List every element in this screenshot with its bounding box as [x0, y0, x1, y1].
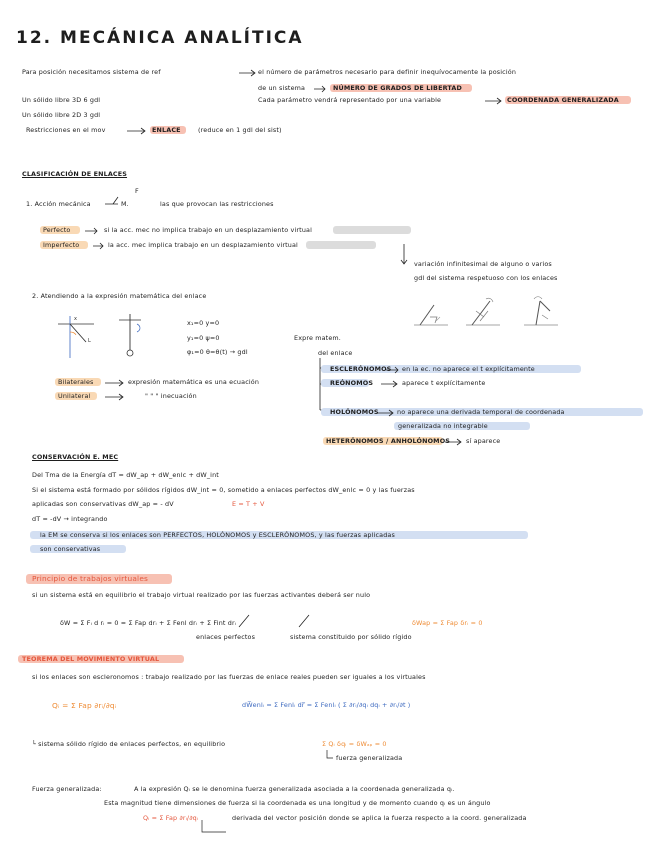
unilateral-label: Unilateral: [58, 392, 91, 400]
virtual-displacement-sketch-1: [414, 293, 448, 329]
fuerza-l2: Esta magnitud tiene dimensiones de fuerza si la coordenada es una longitud y de momento cuando qᵢ es un ángulo: [104, 799, 491, 807]
movimiento-solido: └ sistema sólido rígido de enlaces perfectos, en equilibrio: [32, 740, 226, 748]
pendulum-sketch-2: [117, 310, 147, 360]
virtual-displacement-sketch-3: [524, 293, 558, 329]
arrow-down-icon: [399, 243, 409, 269]
variacion-b: gdl del sistema respetuoso con los enlaces: [414, 274, 558, 282]
conservacion-l3b: E = T + V: [232, 500, 265, 508]
intro-def-b: de un sistema: [258, 84, 306, 92]
trabajos-eq: δW = Σ Fᵢ d rᵢ = 0 = Σ Fap drᵢ + Σ Fenl drᵢ + Σ Fint drᵢ: [60, 619, 237, 627]
intro-reduce: (reduce en 1 gdl del sist): [198, 126, 282, 134]
highlight: [333, 226, 411, 234]
heteronomos-term: HETERÓNOMOS / ANHOLÓNOMOS: [326, 437, 451, 445]
perfecto-desc: si la acc. mec no implica trabajo en un desplazamiento virtual: [104, 226, 313, 234]
holonomos-desc-b: generalizada no integrable: [398, 422, 488, 430]
constraint-eq-2: y₁=0 ψ=0: [187, 334, 220, 342]
intro-def-a: el número de parámetros necesario para definir inequívocamente la posición: [258, 68, 517, 76]
provocan-text: las que provocan las restricciones: [160, 200, 274, 208]
branch-arrow-icon: [104, 193, 120, 209]
arrow-icon: [92, 242, 106, 250]
reonomos-term: REÓNOMOS: [330, 379, 374, 387]
atendiendo-heading: 2. Atendiendo a la expresión matemática del enlace: [32, 292, 207, 300]
escleronomos-term: ESCLERÓNOMOS: [330, 365, 392, 373]
intro-cada-param: Cada parámetro vendrá representado por una variable: [258, 96, 442, 104]
grados-libertad-term: NÚMERO DE GRADOS DE LIBERTAD: [333, 84, 462, 92]
imperfecto-label: Imperfecto: [43, 241, 80, 249]
trabajos-heading: Principio de trabajos virtuales: [32, 574, 149, 583]
perfecto-label: Perfecto: [43, 226, 71, 234]
sistema-rigido-note: sistema constituido por sólido rígido: [290, 633, 412, 641]
conservacion-heading: CONSERVACIÓN E. MEC: [32, 453, 119, 461]
unilateral-desc: " " " inecuación: [145, 392, 197, 400]
arrow-icon: [84, 227, 100, 235]
movimiento-l1: si los enlaces son escleronomos : trabajo realizado por las fuerzas de enlace reales pueden ser iguales a los virtuales: [32, 673, 426, 681]
vector-f: F: [135, 187, 139, 195]
imperfecto-desc: la acc. mec implica trabajo en un desplazamiento virtual: [108, 241, 298, 249]
heteronomos-desc: sí aparece: [466, 437, 501, 445]
fuerza-label: Fuerza generalizada:: [32, 785, 102, 793]
escleronomos-desc: en la ec. no aparece el t explícitamente: [402, 365, 535, 373]
trabajos-l1: si un sistema está en equilibrio el trabajo virtual realizado por las fuerzas activantes deberá ser nulo: [32, 591, 371, 599]
strike-mark-icon: [298, 614, 310, 628]
intro-restricciones: Restricciones en el mov: [26, 126, 106, 134]
svg-text:L: L: [88, 338, 91, 344]
movimiento-heading: TEOREMA DEL MOVIMIENTO VIRTUAL: [22, 655, 160, 663]
arrow-icon: [385, 366, 401, 374]
page-title: 12. MECÁNICA ANALÍTICA: [16, 28, 304, 48]
intro-solido-3d: Un sólido libre 3D 6 gdl: [22, 96, 101, 104]
conservacion-l5: la EM se conserva si los enlaces son PERFECTOS, HOLÓNOMOS y ESCLERÓNOMOS, y las fuerzas aplicadas: [40, 531, 395, 539]
qi-formula: Qᵢ = Σ Fap ∂rᵢ/∂qᵢ: [52, 701, 117, 710]
bilaterales-desc: expresión matemática es una ecuación: [128, 378, 260, 386]
arrow-icon: [238, 69, 258, 77]
coordenada-generalizada-term: COORDENADA GENERALIZADA: [507, 96, 619, 104]
fuerza-l1: A la expresión Qᵢ se le denomina fuerza generalizada asociada a la coordenada generalizada qᵢ.: [134, 785, 455, 793]
derivada-note: derivada del vector posición donde se aplica la fuerza respecto a la coord. generalizada: [232, 814, 527, 822]
strike-mark-icon: [238, 614, 250, 628]
sum-q-formula: Σ Qᵢ δqᵢ = δWₐₚ = 0: [322, 740, 387, 748]
constraint-eq-1: x₁=0 y=0: [187, 319, 220, 327]
arrow-icon: [126, 127, 148, 135]
conservacion-l6: son conservativas: [40, 545, 101, 553]
arrow-icon: [313, 85, 327, 93]
fuerza-qi-formula: Qᵢ = Σ Fap ∂rᵢ/∂qᵢ: [143, 814, 199, 822]
expre-matem-a: Expre matem.: [294, 334, 341, 342]
virtual-displacement-sketch-2: [466, 293, 500, 329]
intro-solido-2d: Un sólido libre 2D 3 gdl: [22, 111, 101, 119]
reonomos-desc: aparece t explícitamente: [402, 379, 486, 387]
arrow-down-icon: [324, 750, 334, 762]
bilaterales-label: Bilaterales: [58, 378, 94, 386]
arrow-icon: [444, 438, 464, 446]
accion-mecanica: 1. Acción mecánica: [26, 200, 91, 208]
conservacion-l4: dT = -dV → integrando: [32, 515, 108, 523]
expre-matem-b: del enlace: [318, 349, 353, 357]
constraint-eq-3: φ₁=0 θ=θ(t) → gdl: [187, 348, 248, 356]
pointer-arrow-icon: [200, 820, 230, 836]
trabajos-right-eq: δWap = Σ Fap δrᵢ = 0: [412, 619, 483, 627]
highlight: [306, 241, 376, 249]
arrow-icon: [380, 380, 400, 388]
fuerza-generalizada-note: fuerza generalizada: [336, 754, 403, 762]
arrow-icon: [376, 409, 396, 417]
variacion-a: variación infinitesimal de alguno o varios: [414, 260, 552, 268]
conservacion-l2: Si el sistema está formado por sólidos rígidos dW_int = 0, sometido a enlaces perfectos dW_enlc = 0 y las fuerzas: [32, 486, 415, 494]
enlaces-perfectos-note: enlaces perfectos: [196, 633, 256, 641]
dwenl-formula: dW̅enlᵢ = Σ Fenlᵢ dr̅ = Σ Fenlᵢ ( Σ ∂rᵢ/∂qᵢ dqᵢ + ∂rᵢ/∂t ): [242, 701, 411, 709]
clasificacion-heading: CLASIFICACIÓN DE ENLACES: [22, 170, 128, 178]
arrow-icon: [104, 393, 126, 401]
enlace-term: ENLACE: [152, 126, 181, 134]
intro-para-posicion: Para posición necesitamos sistema de ref: [22, 68, 161, 76]
pendulum-sketch-1: [58, 312, 98, 358]
holonomos-term: HOLÓNOMOS: [330, 408, 379, 416]
conservacion-l3a: aplicadas son conservativas dW_ap = - dV: [32, 500, 174, 508]
svg-text:x: x: [74, 316, 77, 322]
arrow-icon: [104, 379, 126, 387]
vector-m: M.: [121, 200, 129, 208]
arrow-icon: [484, 97, 504, 105]
conservacion-l1: Del Tma de la Energía dT = dW_ap + dW_enlc + dW_int: [32, 471, 219, 479]
holonomos-desc-a: no aparece una derivada temporal de coordenada: [397, 408, 565, 416]
